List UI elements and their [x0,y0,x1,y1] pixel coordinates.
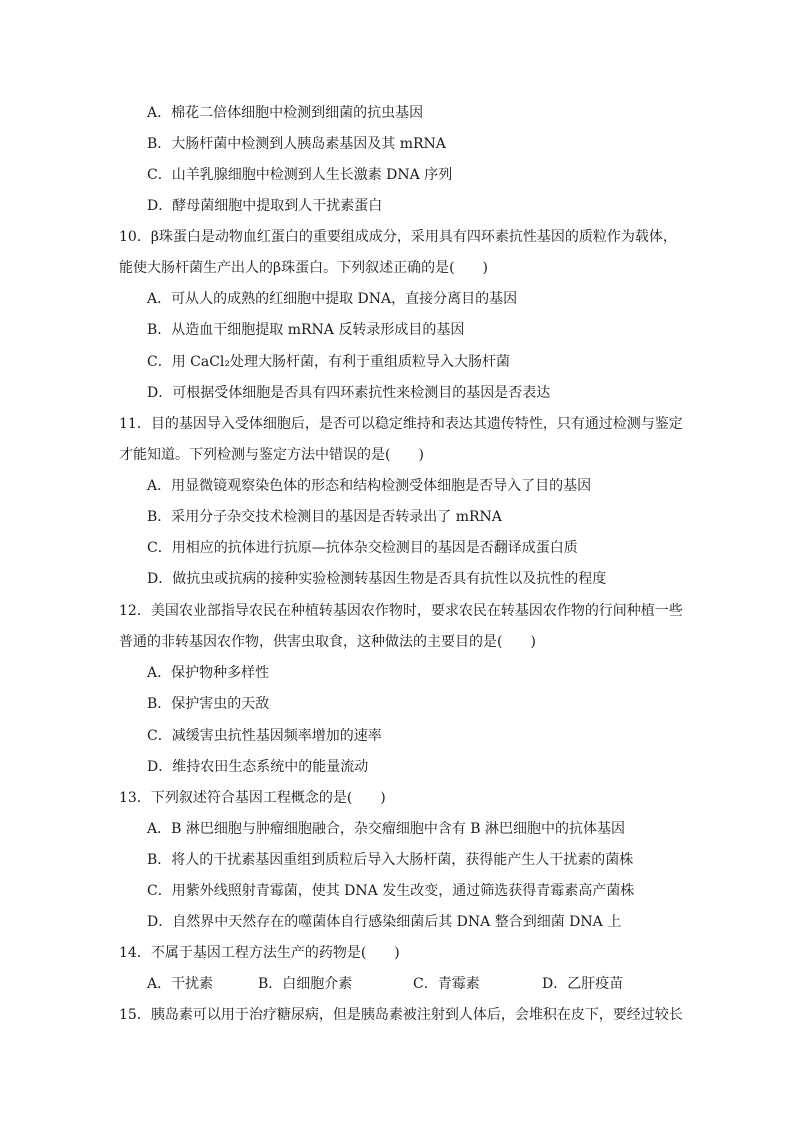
q12-option-a: A．保护物种多样性 [147,665,270,681]
q12-stem-line2: 普通的非转基因农作物，供害虫取食，这种做法的主要目的是( ) [119,634,536,650]
q10-option-d: D．可根据受体细胞是否具有四环素抗性来检测目的基因是否表达 [147,385,551,401]
q13-stem: 13．下列叙述符合基因工程概念的是( ) [119,790,386,806]
q12-option-b: B．保护害虫的天敌 [147,696,270,712]
q13-option-c: C．用紫外线照射青霉菌，使其 DNA 发生改变，通过筛选获得青霉素高产菌株 [147,883,635,899]
q11-option-d: D．做抗虫或抗病的接种实验检测转基因生物是否具有抗性以及抗性的程度 [147,571,607,587]
q11-option-a: A．用显微镜观察染色体的形态和结构检测受体细胞是否导入了目的基因 [147,478,592,494]
q10-stem-line2: 能使大肠杆菌生产出人的β珠蛋白。下列叙述正确的是( ) [119,260,489,276]
q10-option-c: C．用 CaCl₂处理大肠杆菌，有利于重组质粒导入大肠杆菌 [147,354,511,370]
q14-option-c: C．青霉素 [413,976,480,992]
q9-option-a: A．棉花二倍体细胞中检测到细菌的抗虫基因 [147,105,424,121]
q10-stem-line1: 10．β珠蛋白是动物血红蛋白的重要组成成分，采用具有四环素抗性基因的质粒作为载体， [119,229,677,245]
q14-option-d: D．乙肝疫苗 [542,976,624,992]
q12-option-d: D．维持农田生态系统中的能量流动 [147,759,369,775]
q10-option-a: A．可从人的成熟的红细胞中提取 DNA，直接分离目的基因 [147,291,518,307]
q14-option-a: A．干扰素 [147,976,214,992]
q11-option-c: C．用相应的抗体进行抗原—抗体杂交检测目的基因是否翻译成蛋白质 [147,540,578,556]
q9-option-c: C．山羊乳腺细胞中检测到人生长激素 DNA 序列 [147,167,453,183]
q12-stem-line1: 12．美国农业部指导农民在种植转基因农作物时，要求农民在转基因农作物的行间种植一些 [119,603,683,619]
q11-stem-line2: 才能知道。下列检测与鉴定方法中错误的是( ) [119,447,424,463]
q9-option-b: B．大肠杆菌中检测到人胰岛素基因及其 mRNA [147,136,446,152]
q9-option-d: D．酵母菌细胞中提取到人干扰素蛋白 [147,198,383,214]
q11-option-b: B．采用分子杂交技术检测目的基因是否转录出了 mRNA [147,509,502,525]
q11-stem-line1: 11．目的基因导入受体细胞后，是否可以稳定维持和表达其遗传特性，只有通过检测与鉴定 [119,416,683,432]
q15-stem-line1: 15．胰岛素可以用于治疗糖尿病，但是胰岛素被注射到人体后，会堆积在皮下，要经过较长 [119,1007,683,1023]
q14-option-b: B．白细胞介素 [258,976,353,992]
q13-option-a: A．B 淋巴细胞与肿瘤细胞融合，杂交瘤细胞中含有 B 淋巴细胞中的抗体基因 [147,821,626,837]
q12-option-c: C．减缓害虫抗性基因频率增加的速率 [147,728,382,744]
q13-option-d: D．自然界中天然存在的噬菌体自行感染细菌后其 DNA 整合到细菌 DNA 上 [147,914,622,930]
q13-option-b: B．将人的干扰素基因重组到质粒后导入大肠杆菌，获得能产生人干扰素的菌株 [147,852,634,868]
q14-stem: 14．不属于基因工程方法生产的药物是( ) [119,945,400,961]
q10-option-b: B．从造血干细胞提取 mRNA 反转录形成目的基因 [147,322,465,338]
